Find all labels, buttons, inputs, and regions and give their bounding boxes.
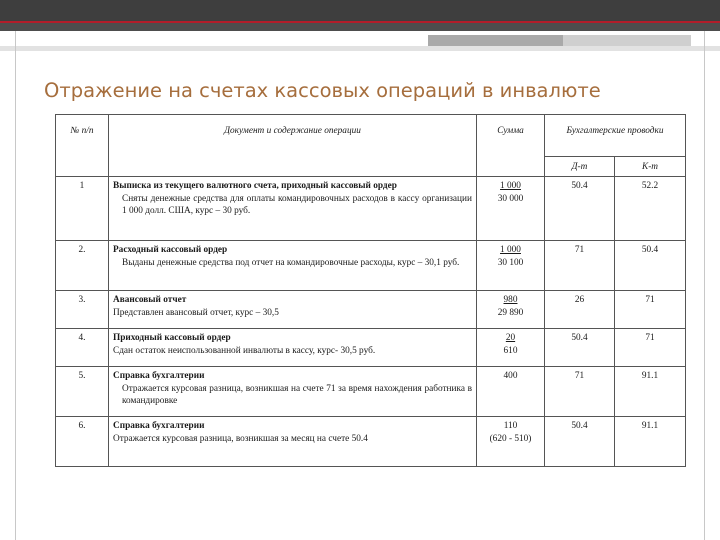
slide-frame-left bbox=[15, 31, 16, 540]
row-document-text: Отражается курсовая разница, возникшая на счете 71 за время нахождения работника в командировке bbox=[122, 383, 472, 407]
header-number: № п/п bbox=[56, 115, 109, 177]
table-row bbox=[56, 241, 686, 291]
row-sum-currency: 1 000 bbox=[500, 181, 521, 191]
row-debit: 71 bbox=[545, 367, 615, 417]
row-document-title: Справка бухгалтерии bbox=[113, 421, 205, 431]
row-sum-currency: 20 bbox=[505, 333, 516, 343]
row-document bbox=[109, 329, 477, 367]
row-number: 6. bbox=[56, 417, 109, 467]
row-document bbox=[109, 367, 477, 417]
row-document-text: Отражается курсовая разница, возникшая за месяц на счете 50.4 bbox=[113, 433, 368, 444]
row-sum bbox=[477, 291, 545, 329]
row-debit: 71 bbox=[545, 241, 615, 291]
row-document-text: Выданы денежные средства под отчет на командировочные расходы, курс – 30,1 руб. bbox=[122, 257, 460, 268]
row-number: 4. bbox=[56, 329, 109, 367]
row-document-title: Расходный кассовый ордер bbox=[113, 245, 228, 255]
row-sum-rubles: (620 - 510) bbox=[489, 433, 532, 444]
row-document bbox=[109, 417, 477, 467]
row-document bbox=[109, 241, 477, 291]
row-number: 3. bbox=[56, 291, 109, 329]
table-row bbox=[56, 177, 686, 241]
header-document: Документ и содержание операции bbox=[109, 115, 477, 177]
header-sum: Сумма bbox=[477, 115, 545, 177]
header-credit: К-т bbox=[615, 157, 686, 177]
row-number: 2. bbox=[56, 241, 109, 291]
slide-decor-bar-3 bbox=[0, 46, 720, 51]
row-sum bbox=[477, 177, 545, 241]
row-sum-rubles: 30 100 bbox=[497, 257, 524, 268]
row-sum-currency: 1 000 bbox=[500, 245, 521, 255]
table-row bbox=[56, 329, 686, 367]
row-sum-rubles: 610 bbox=[503, 345, 518, 356]
header-entries: Бухгалтерские проводки bbox=[545, 115, 686, 157]
page-title: Отражение на счетах кассовых операций в инвалюте bbox=[44, 79, 601, 102]
row-sum bbox=[477, 329, 545, 367]
table-row bbox=[56, 291, 686, 329]
row-sum-rubles: 29 890 bbox=[497, 307, 524, 318]
row-credit: 50.4 bbox=[615, 241, 686, 291]
table-header-row bbox=[56, 115, 686, 157]
row-document-title: Авансовый отчет bbox=[113, 295, 187, 305]
row-document-title: Выписка из текущего валютного счета, приходный кассовый ордер bbox=[113, 181, 397, 191]
row-document-text: Сняты денежные средства для оплаты командировочных расходов в кассу организации 1 000 долл. США, курс – 30 руб. bbox=[122, 193, 472, 217]
row-credit: 91.1 bbox=[615, 367, 686, 417]
row-document bbox=[109, 291, 477, 329]
row-credit: 52.2 bbox=[615, 177, 686, 241]
row-credit: 91.1 bbox=[615, 417, 686, 467]
row-number: 5. bbox=[56, 367, 109, 417]
row-document-title: Справка бухгалтерии bbox=[113, 371, 205, 381]
row-debit: 50.4 bbox=[545, 329, 615, 367]
table-row bbox=[56, 417, 686, 467]
row-document-text: Представлен авансовый отчет, курс – 30,5 bbox=[113, 307, 279, 318]
row-sum-currency: 110 bbox=[503, 421, 518, 431]
table-row bbox=[56, 367, 686, 417]
row-debit: 50.4 bbox=[545, 417, 615, 467]
row-credit: 71 bbox=[615, 291, 686, 329]
row-credit: 71 bbox=[615, 329, 686, 367]
slide-header-bar bbox=[0, 23, 720, 31]
row-debit: 26 bbox=[545, 291, 615, 329]
slide-top-band bbox=[0, 0, 720, 21]
row-number: 1 bbox=[56, 177, 109, 241]
row-document bbox=[109, 177, 477, 241]
row-sum bbox=[477, 241, 545, 291]
operations-table bbox=[55, 114, 686, 467]
slide-decor-bar-2 bbox=[563, 35, 691, 46]
row-document-text: Сдан остаток неиспользованной инвалюты в кассу, курс- 30,5 руб. bbox=[113, 345, 376, 356]
row-sum: 400 bbox=[477, 367, 545, 417]
header-debit: Д-т bbox=[545, 157, 615, 177]
row-sum-currency: 980 bbox=[503, 295, 518, 305]
slide-frame-right bbox=[704, 31, 705, 540]
row-sum bbox=[477, 417, 545, 467]
row-debit: 50.4 bbox=[545, 177, 615, 241]
row-sum-rubles: 30 000 bbox=[497, 193, 524, 204]
row-document-title: Приходный кассовый ордер bbox=[113, 333, 231, 343]
